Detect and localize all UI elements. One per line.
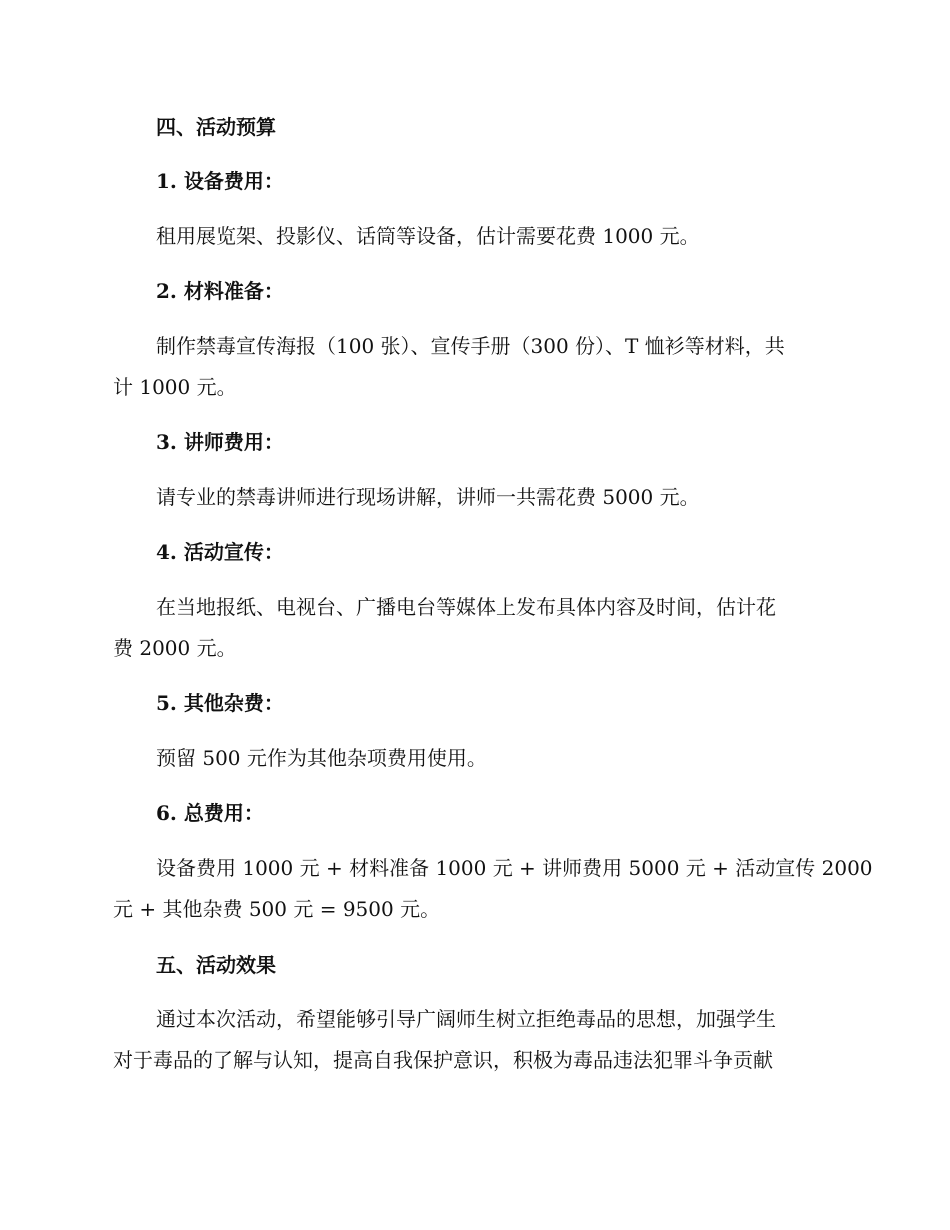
item-text-equipment: 租用展览架、投影仪、话筒等设备，估计需要花费 1000 元。 — [156, 224, 700, 248]
item-text-total-line-1: 设备费用 1000 元 + 材料准备 1000 元 + 讲师费用 5000 元 + 活动宣传 2000 — [156, 856, 873, 880]
item-heading-misc: 5. 其他杂费： — [156, 691, 284, 715]
item-heading-materials: 2. 材料准备： — [156, 279, 284, 303]
effect-text-line-1: 通过本次活动，希望能够引导广阔师生树立拒绝毒品的思想，加强学生 — [156, 1007, 776, 1031]
item-text-misc: 预留 500 元作为其他杂项费用使用。 — [156, 746, 487, 770]
item-text-total-line-2: 元 + 其他杂费 500 元 = 9500 元。 — [113, 897, 441, 921]
effect-text-line-2: 对于毒品的了解与认知，提高自我保护意识，积极为毒品违法犯罪斗争贡献 — [113, 1048, 773, 1072]
item-text-materials-line-2: 计 1000 元。 — [113, 375, 237, 399]
section-title-effect: 五、活动效果 — [156, 953, 276, 977]
item-text-materials-line-1: 制作禁毒宣传海报（100 张）、宣传手册（300 份）、T 恤衫等材料，共 — [156, 334, 785, 358]
item-text-lecturer: 请专业的禁毒讲师进行现场讲解，讲师一共需花费 5000 元。 — [156, 485, 700, 509]
item-text-publicity-line-1: 在当地报纸、电视台、广播电台等媒体上发布具体内容及时间，估计花 — [156, 595, 776, 619]
item-heading-total: 6. 总费用： — [156, 801, 264, 825]
item-heading-publicity: 4. 活动宣传： — [156, 540, 284, 564]
item-heading-lecturer: 3. 讲师费用： — [156, 430, 284, 454]
item-heading-equipment: 1. 设备费用： — [156, 169, 284, 193]
item-text-publicity-line-2: 费 2000 元。 — [113, 636, 237, 660]
section-title-budget: 四、活动预算 — [156, 115, 276, 139]
